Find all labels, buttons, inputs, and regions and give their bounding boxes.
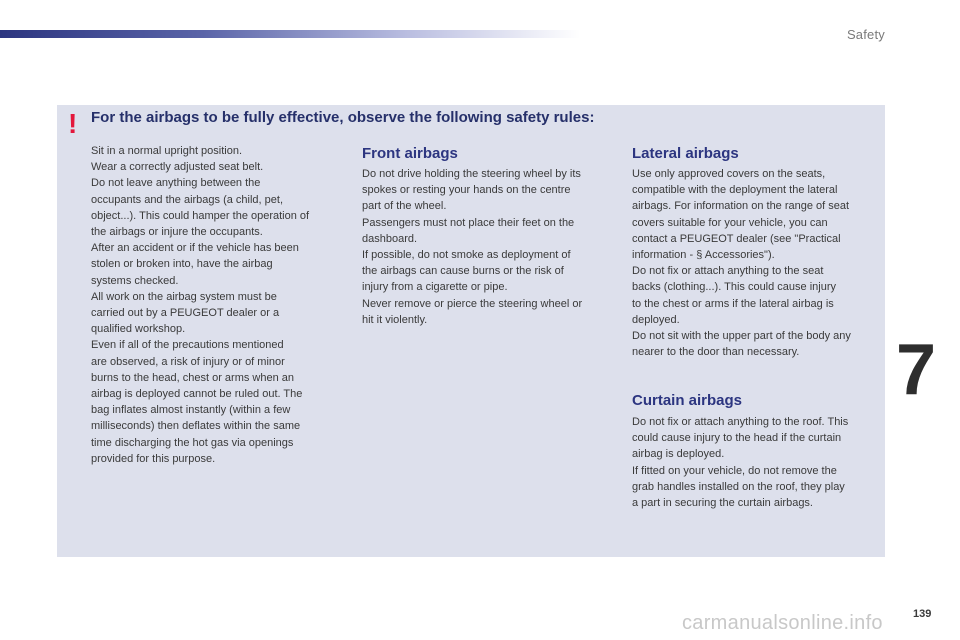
page-number: 139 [913,608,932,620]
lateral-airbags-heading: Lateral airbags [632,145,739,162]
front-airbags-heading: Front airbags [362,145,458,162]
lateral-airbags-text: Use only approved covers on the seats, compatible with the deployment the lateral airbags. For information on the range of seat covers suitable for your vehicle, you can contact a PEUGEOT dealer (see "Practical information - § Accessories"). Do not fix or attach anything to the seat backs (clothing...). This could cause injury to the chest or arms if the lateral airbag is deployed. Do not sit with the upper part of the body any nearer to the door than necessary. [632,168,851,359]
warning-icon: ! [68,108,78,139]
panel-heading: For the airbags to be fully effective, observe the following safety rules: [91,109,595,126]
curtain-airbags-text: Do not fix or attach anything to the roof. This could cause injury to the head if the curtain airbag is deployed. If fitted on your vehicle, do not remove the grab handles installed on the roof, they play a part in securing the curtain airbags. [632,416,849,510]
curtain-airbags-heading: Curtain airbags [632,392,743,409]
chapter-number: 7 [896,330,937,410]
watermark: carmanualsonline.info [682,612,883,634]
front-airbags-text: Do not drive holding the steering wheel by its spokes or resting your hands on the centre part of the wheel. Passengers must not place their feet on the dashboard. If possible, do not smoke as deployment of the airbags can cause burns or the risk of injury from a cigarette or pipe. Never remove or pierce the steering wheel or hit it violently. [362,168,583,326]
general-precautions-text: Sit in a normal upright position. Wear a correctly adjusted seat belt. Do not leave anything between the occupants and the airbags (a child, pet, object...). This could hamper the operation of the airbags or injure the occupants. After an accident or if the vehicle has been stolen or broken into, have the airbag systems checked. All work on the airbag system must be carried out by a PEUGEOT dealer or a qualified workshop. Even if all of the precautions mentioned are observed, a risk of injury or of minor burns to the head, chest or arms when an airbag is deployed cannot be ruled out. The bag inflates almost instantly (within a few milliseconds) then deflates within the same time discharging the hot gas via openings provided for this purpose. [91,145,310,465]
header-gradient-bar [0,30,580,38]
section-title: Safety [846,27,885,42]
